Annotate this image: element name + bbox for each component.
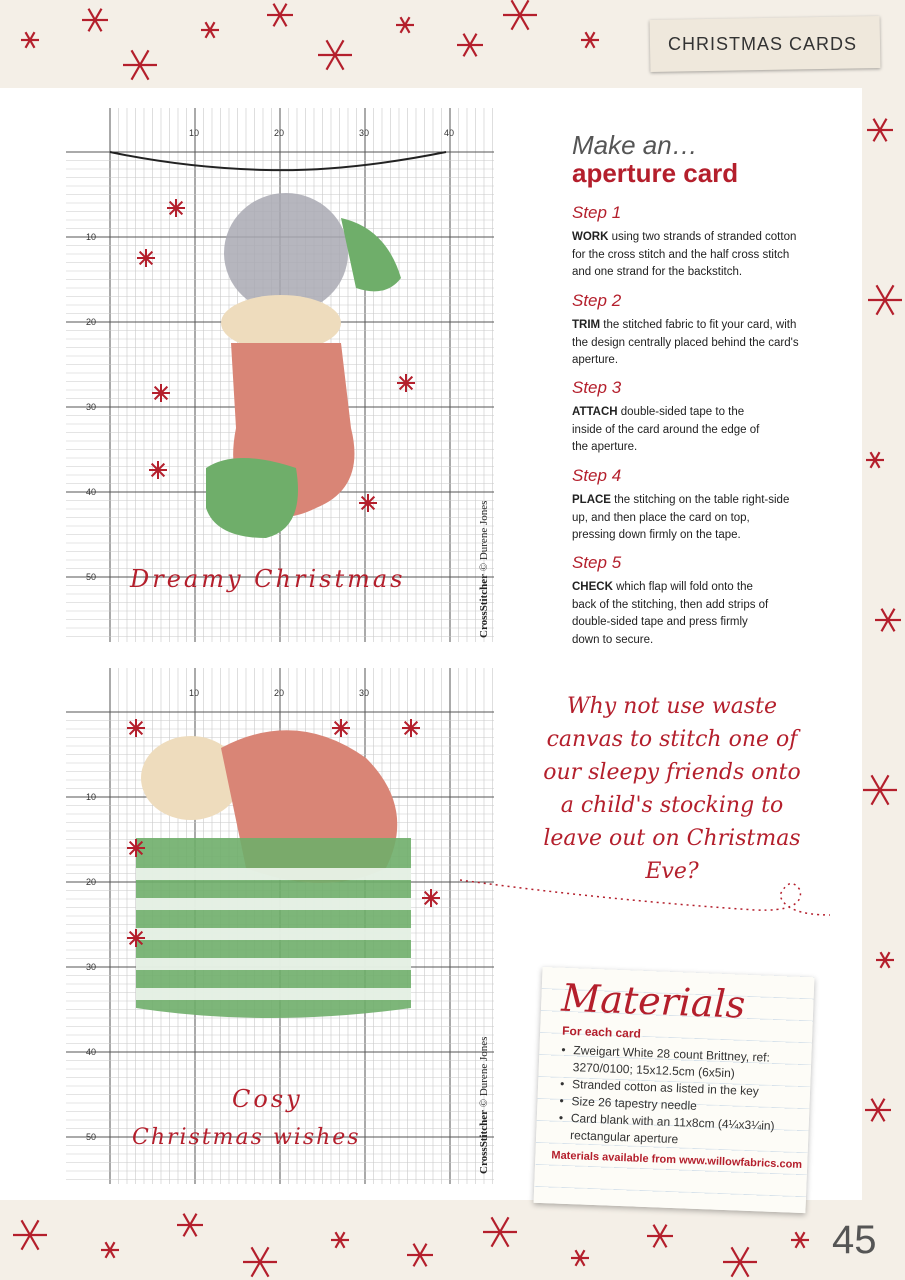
star-icon [167, 199, 185, 217]
snowflake-icon [723, 1247, 757, 1276]
snowflake-icon [13, 1220, 47, 1249]
materials-availability: Materials available from www.willowfabrics.com [551, 1149, 803, 1171]
snowflake-icon [407, 1244, 433, 1267]
section-title: CHRISTMAS CARDS [668, 34, 858, 54]
step-heading: Step 2 [572, 291, 622, 310]
star-icon [127, 839, 145, 857]
axis-label-side: 10 [86, 792, 97, 802]
axis-label-side: 10 [86, 232, 97, 242]
snowflake-icon [865, 1099, 891, 1122]
snowflake-icon [396, 17, 414, 33]
snowflake-icon [123, 50, 157, 79]
blanket-stripe [136, 988, 411, 1000]
step-text [572, 579, 777, 649]
step-text [572, 404, 762, 457]
snowflake-icon [581, 32, 599, 48]
stocking-cuff [221, 295, 341, 351]
step-text [572, 317, 802, 370]
credit-brand: CrossStitcher [478, 1110, 490, 1174]
list-item: • Card blank with an 11x8cm (4¼x3¼in) rectangular aperture [558, 1110, 809, 1154]
step-2 [572, 291, 802, 370]
stocking-toe [206, 458, 298, 538]
page-number: 45 [832, 1218, 877, 1262]
chart-dreamy-christmas [66, 108, 494, 642]
axis-label-side: 50 [86, 1132, 97, 1142]
step-3 [572, 378, 762, 457]
materials-list [558, 1042, 812, 1154]
credit-brand: CrossStitcher [478, 574, 490, 638]
snowflake-icon [868, 285, 902, 314]
snowflake-icon [21, 32, 39, 48]
axis-label-top: 20 [274, 128, 285, 138]
snowflake-icon [243, 1247, 277, 1276]
step-keyword: CHECK [572, 581, 613, 593]
step-1 [572, 203, 802, 282]
cat-head [224, 193, 348, 313]
axis-label-top: 40 [444, 128, 455, 138]
snowflake-icon [318, 40, 352, 69]
axis-label-top: 30 [359, 128, 370, 138]
snowflake-icon [331, 1232, 349, 1248]
materials-subtitle: For each card [561, 1023, 642, 1041]
step-keyword: PLACE [572, 494, 611, 506]
title-line-2: aperture card [572, 158, 739, 188]
step-5 [572, 553, 777, 649]
axis-label-side: 30 [86, 962, 97, 972]
bow [341, 218, 401, 291]
washing-line [110, 152, 446, 170]
step-keyword: WORK [572, 231, 609, 243]
axis-label-top: 20 [274, 688, 285, 698]
step-body: using two strands of stranded cotton for the cross stitch and the half cross stitch and one strand for the backstitch. [572, 231, 797, 278]
blanket-stripe [136, 928, 411, 940]
step-keyword: TRIM [572, 319, 601, 331]
step-heading: Step 4 [572, 466, 622, 485]
dotted-line-decoration [455, 870, 835, 930]
credit-author: © Durene Jones [478, 1036, 490, 1108]
axis-label-side: 40 [86, 487, 97, 497]
step-heading: Step 5 [572, 553, 622, 572]
chart-1-credit [478, 501, 490, 638]
axis-label-side: 20 [86, 317, 97, 327]
chart-2-caption-line1: Cosy [232, 1085, 303, 1113]
step-body: which flap will fold onto the back of the stitching, then add strips of double-sided tape and press firmly down to secure. [572, 581, 769, 646]
snowflake-icon [82, 9, 108, 32]
star-icon [332, 719, 350, 737]
snowflake-icon [177, 1214, 203, 1237]
snowflake-icon [571, 1250, 589, 1266]
snowflake-icon [863, 775, 897, 804]
chart-1-caption: Dreamy Christmas [130, 565, 406, 593]
star-icon [422, 889, 440, 907]
step-text [572, 492, 790, 545]
list-item: • Stranded cotton as listed in the key [560, 1076, 810, 1103]
snowflake-icon [791, 1232, 809, 1248]
title-line-1: Make an… [572, 130, 698, 160]
list-item: • Zweigart White 28 count Brittney, ref: 3270/0100; 15x12.5cm (6x5in) [560, 1042, 811, 1086]
snowflake-icon [101, 1242, 119, 1258]
star-icon [127, 719, 145, 737]
step-heading: Step 1 [572, 203, 622, 222]
step-body: the stitching on the table right-side up, and then place the card on top, pressing down firmly on the tape. [572, 494, 790, 541]
axis-label-side: 40 [86, 1047, 97, 1057]
step-body: double-sided tape to the inside of the card around the edge of the aperture. [572, 406, 760, 453]
credit-author: © Durene Jones [478, 500, 490, 572]
snowflake-icon [457, 34, 483, 57]
axis-label-top: 30 [359, 688, 370, 698]
star-icon [397, 374, 415, 392]
star-icon [152, 384, 170, 402]
step-keyword: ATTACH [572, 406, 618, 418]
chart-1-grid [66, 108, 494, 642]
star-icon [149, 461, 167, 479]
axis-label-side: 30 [86, 402, 97, 412]
axis-label-side: 20 [86, 877, 97, 887]
axis-label-top: 10 [189, 128, 200, 138]
star-icon [137, 249, 155, 267]
tip-quote: Why not use waste canvas to stitch one of our sleepy friends onto a child's stocking to leave out on Christmas Eve? [543, 694, 801, 884]
star-icon [402, 719, 420, 737]
materials-title: Materials [560, 975, 747, 1027]
blanket-stripe [136, 958, 411, 970]
snowflake-icon [875, 609, 901, 632]
snowflake-icon [267, 4, 293, 27]
snowflake-icon [503, 0, 537, 29]
chart-2-credit [478, 1037, 490, 1174]
snowflake-icon [483, 1217, 517, 1246]
step-body: the stitched fabric to fit your card, with the design centrally placed behind the card's aperture. [572, 319, 799, 366]
chart-2-caption-line2: Christmas wishes [132, 1125, 361, 1150]
snowflake-icon [647, 1225, 673, 1248]
axis-label-top: 10 [189, 688, 200, 698]
blanket-stripe [136, 868, 411, 880]
star-icon [359, 494, 377, 512]
snowflake-icon [201, 22, 219, 38]
materials-card [534, 967, 815, 1213]
list-item: • Size 26 tapestry needle [559, 1093, 809, 1120]
snowflake-icon [876, 952, 894, 968]
snowflake-icon [866, 452, 884, 468]
star-icon [127, 929, 145, 947]
axis-label-side: 50 [86, 572, 97, 582]
step-heading: Step 3 [572, 378, 622, 397]
step-4 [572, 466, 790, 545]
snowflake-icon [867, 119, 893, 142]
blanket-stripe [136, 898, 411, 910]
step-text [572, 229, 802, 282]
